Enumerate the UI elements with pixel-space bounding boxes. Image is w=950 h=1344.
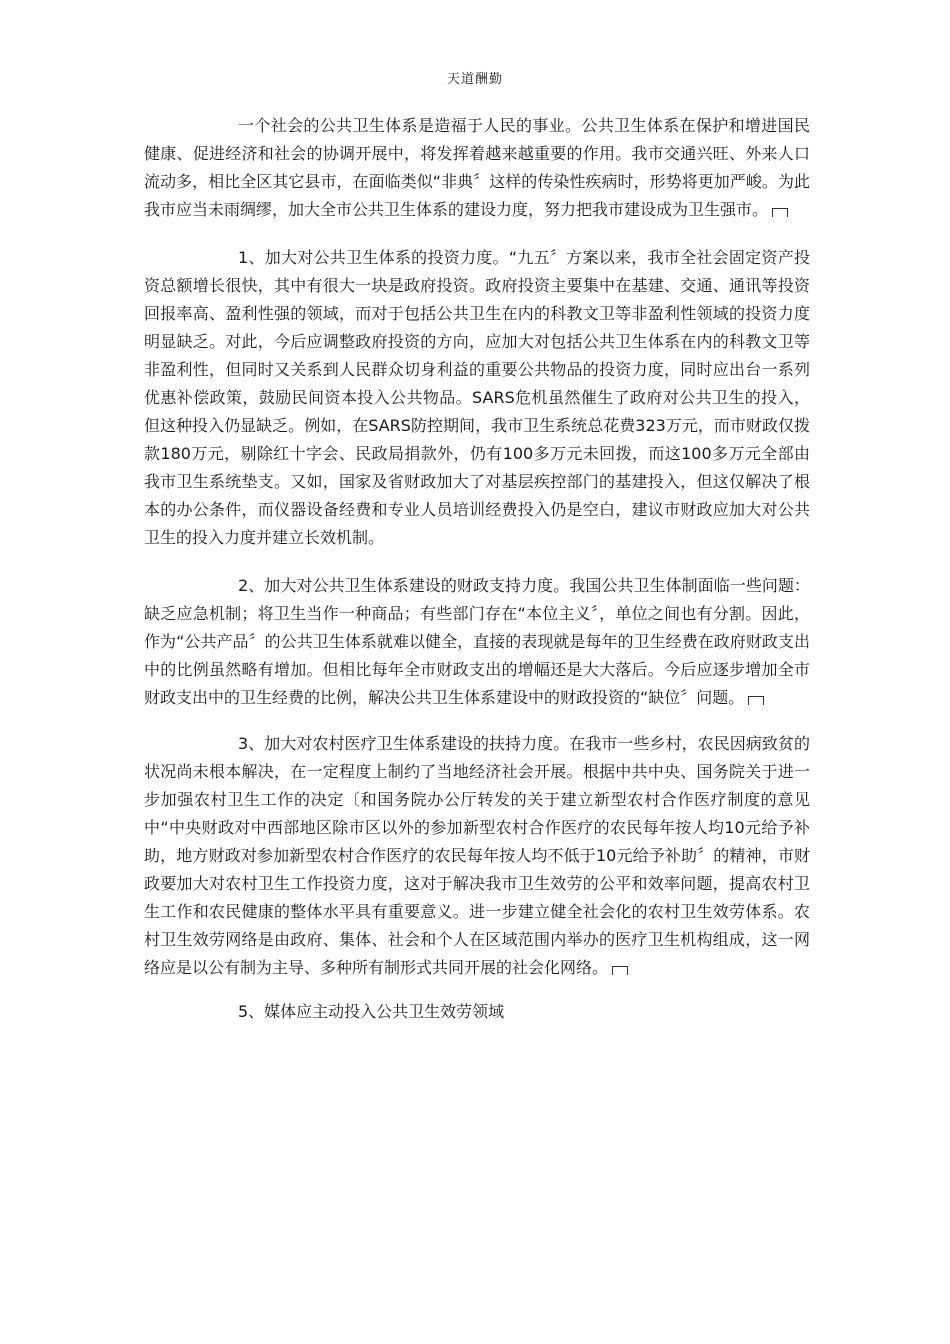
paragraph-media	[144, 998, 810, 1026]
paragraph-end-mark-icon	[772, 208, 788, 217]
paragraph-investment	[144, 244, 810, 552]
paragraph-fiscal-support	[144, 572, 810, 712]
page-header: 天道酬勤	[446, 72, 503, 87]
paragraph-rural-health	[144, 730, 810, 982]
paragraph-fiscal-support-text: 2、加大对公共卫生体系建设的财政支持力度。我国公共卫生体制面临一些问题：缺乏应急机制；将卫生当作一种商品；有些部门存在“本位主义〞，单位之间也有分割。因此，作为“公共产品〞的公共卫生体系就难以健全，直接的表现就是每年的卫生经费在政府财政支出中的比例虽然略有增加。但相比每年全市财政支出的增幅还是大大落后。今后应逐步增加全市财政支出中的卫生经费的比例，解决公共卫生体系建设中的财政投资的“缺位〞问题。	[144, 576, 810, 707]
paragraph-media-text: 5、媒体应主动投入公共卫生效劳领域	[238, 1002, 505, 1021]
paragraph-investment-text: 1、加大对公共卫生体系的投资力度。“九五〞方案以来，我市全社会固定资产投资总额增长很快，其中有很大一块是政府投资。政府投资主要集中在基建、交通、通讯等投资回报率高、盈利性强的领域，而对于包括公共卫生在内的科教文卫等非盈利性领域的投资力度明显缺乏。对此，今后应调整政府投资的方向，应加大对包括公共卫生体系在内的科教文卫等非盈利性，但同时又关系到人民群众切身利益的重要公共物品的投资力度，同时应出台一系列优惠补偿政策，鼓励民间资本投入公共物品。SARS危机虽然催生了政府对公共卫生的投入，但这种投入仍显缺乏。例如，在SARS防控期间，我市卫生系统总花费323万元，而市财政仅拨款180万元，剔除红十字会、民政局捐款外，仍有100多万元未回拨，而这100多万元全部由我市卫生系统垫支。又如，国家及省财政加大了对基层疾控部门的基建投入，但这仅解决了根本的办公条件，而仪器设备经费和专业人员培训经费投入仍是空白，建议市财政应加大对公共卫生的投入力度并建立长效机制。	[144, 248, 810, 547]
paragraph-intro	[144, 112, 810, 224]
paragraph-end-mark-icon	[748, 696, 764, 705]
paragraph-intro-text: 一个社会的公共卫生体系是造福于人民的事业。公共卫生体系在保护和增进国民健康、促进经济和社会的协调开展中，将发挥着越来越重要的作用。我市交通兴旺、外来人口流动多，相比全区其它县市，在面临类似“非典〞这样的传染性疾病时，形势将更加严峻。为此我市应当未雨绸缪，加大全市公共卫生体系的建设力度，努力把我市建设成为卫生强市。	[144, 116, 810, 219]
paragraph-end-mark-icon	[612, 966, 628, 975]
paragraph-rural-health-text: 3、加大对农村医疗卫生体系建设的扶持力度。在我市一些乡村，农民因病致贫的状况尚未根本解决，在一定程度上制约了当地经济社会开展。根据中共中央、国务院关于进一步加强农村卫生工作的决定〔和国务院办公厅转发的关于建立新型农村合作医疗制度的意见中“中央财政对中西部地区除市区以外的参加新型农村合作医疗的农民每年按人均10元给予补助，地方财政对参加新型农村合作医疗的农民每年按人均不低于10元给予补助〞的精神，市财政要加大对农村卫生工作投资力度，这对于解决我市卫生效劳的公平和效率问题，提高农村卫生工作和农民健康的整体水平具有重要意义。进一步建立健全社会化的农村卫生效劳体系。农村卫生效劳网络是由政府、集体、社会和个人在区域范围内举办的医疗卫生机构组成，这一网络应是以公有制为主导、多种所有制形式共同开展的社会化网络。	[144, 734, 810, 977]
document-body	[144, 112, 810, 1044]
